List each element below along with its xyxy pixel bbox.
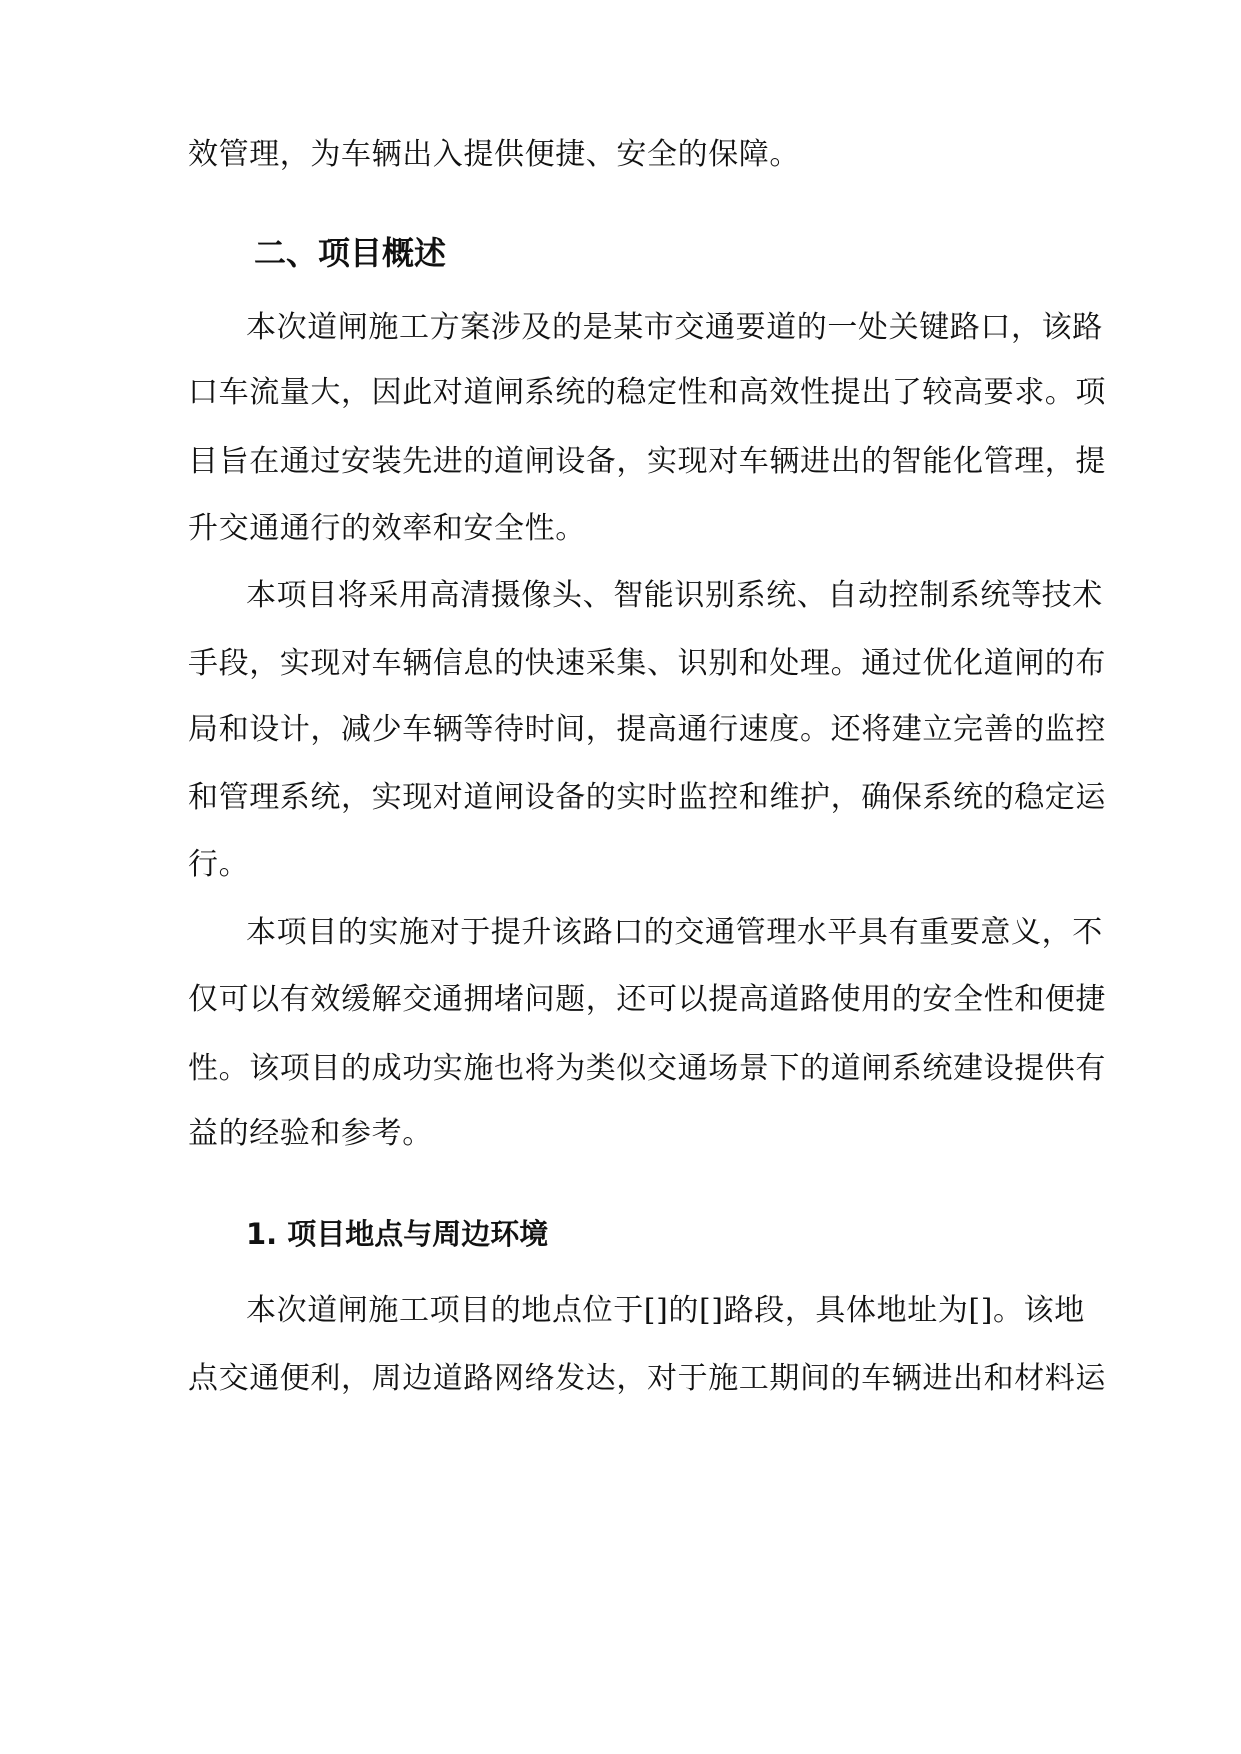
- paragraph-line: 手段，实现对车辆信息的快速采集、识别和处理。通过优化道闸的布: [188, 646, 1106, 681]
- paragraph-line: 点交通便利，周边道路网络发达，对于施工期间的车辆进出和材料运: [188, 1361, 1106, 1396]
- paragraph-line: 和管理系统，实现对道闸设备的实时监控和维护，确保系统的稳定运: [188, 780, 1106, 815]
- paragraph-line: 益的经验和参考。: [188, 1116, 433, 1151]
- paragraph-line: 局和设计，减少车辆等待时间，提高通行速度。还将建立完善的监控: [188, 712, 1106, 747]
- paragraph-line: 行。: [188, 847, 250, 882]
- paragraph-line: 目旨在通过安装先进的道闸设备，实现对车辆进出的智能化管理，提: [188, 444, 1106, 479]
- paragraph-line: 性。该项目的成功实施也将为类似交通场景下的道闸系统建设提供有: [188, 1051, 1106, 1086]
- section-heading: 二、项目概述: [254, 234, 447, 272]
- paragraph-line: 本次道闸施工项目的地点位于[]的[]路段，具体地址为[]。该地: [246, 1293, 1085, 1328]
- paragraph-line: 口车流量大，因此对道闸系统的稳定性和高效性提出了较高要求。项: [188, 375, 1106, 410]
- subsection-heading: 1. 项目地点与周边环境: [246, 1217, 549, 1251]
- paragraph-line: 升交通通行的效率和安全性。: [188, 511, 586, 546]
- paragraph-line: 本项目将采用高清摄像头、智能识别系统、自动控制系统等技术: [246, 578, 1103, 613]
- paragraph-line: 本项目的实施对于提升该路口的交通管理水平具有重要意义，不: [246, 915, 1103, 950]
- intro-tail-line: 效管理，为车辆出入提供便捷、安全的保障。: [188, 137, 800, 172]
- paragraph-line: 本次道闸施工方案涉及的是某市交通要道的一处关键路口，该路: [246, 310, 1103, 345]
- paragraph-line: 仅可以有效缓解交通拥堵问题，还可以提高道路使用的安全性和便捷: [188, 982, 1106, 1017]
